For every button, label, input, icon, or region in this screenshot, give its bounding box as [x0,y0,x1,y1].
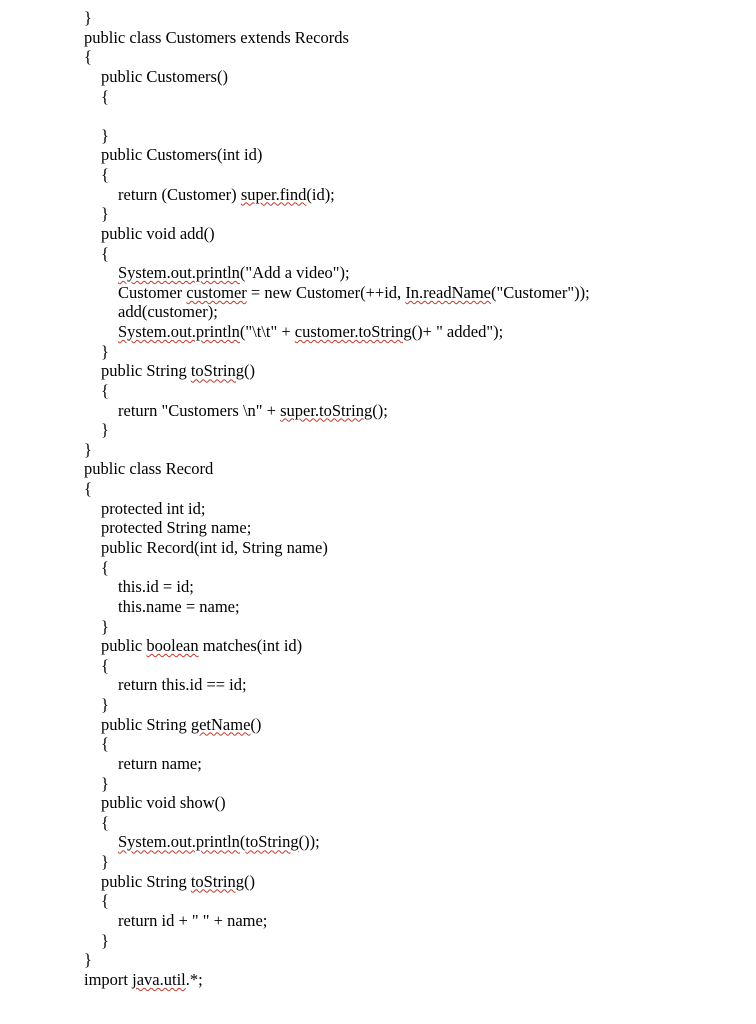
code-text: public Customers() [101,66,228,86]
code-line [118,401,388,421]
code-line [118,185,335,205]
code-line [101,617,109,637]
code-text: ("Add a video"); [239,263,350,283]
code-text: () [244,361,256,381]
spellcheck-flagged-text: boolean [146,636,199,656]
code-line [84,47,92,67]
spellcheck-flagged-text: java.util [132,969,186,989]
code-line [84,459,213,479]
code-text: public [101,636,147,656]
code-line [101,342,109,362]
code-text: return "Customers \n" + [118,400,281,420]
code-line [101,558,109,578]
code-text: } [84,8,92,27]
spellcheck-flagged-text: System.out.println [118,832,240,852]
code-text: { [101,734,109,754]
code-text: public String [101,361,191,381]
code-line [118,263,350,283]
code-text: add(customer); [118,302,218,322]
code-text: protected int id; [101,498,206,518]
code-line [118,754,202,774]
code-line [101,499,205,519]
code-text: protected String name; [101,518,252,538]
code-line [118,577,194,597]
code-text: Customer [118,282,187,302]
code-line [101,793,226,813]
spellcheck-flagged-text: toString [190,871,245,891]
code-text: { [101,243,109,263]
code-line [118,911,267,931]
code-text: public String [101,871,191,891]
code-line [101,656,109,676]
code-line [101,518,251,538]
code-text: public class Customers extends Records [84,27,349,47]
code-line [101,145,262,165]
code-line [101,734,109,754]
spellcheck-flagged-text: System.out.println [118,322,240,342]
code-line [101,165,109,185]
code-text: ("Customer")); [490,282,590,302]
spellcheck-flagged-text: getName [190,714,251,734]
code-text: import [84,969,133,989]
spellcheck-flagged-text: customer.toString [294,322,412,342]
code-text: matches(int id) [198,636,303,656]
code-text: (); [372,400,388,420]
code-line [101,931,109,951]
spellcheck-flagged-text: toString [190,361,245,381]
code-text: ()); [298,832,320,852]
code-text: } [101,204,109,224]
code-text: { [101,557,109,577]
code-line [84,950,92,970]
code-text: } [101,420,109,440]
code-line [101,361,255,381]
code-text: ( [239,832,246,852]
code-text: ()+ " added"); [411,322,504,342]
spellcheck-flagged-text: System.out.println [118,263,240,283]
code-text: } [101,695,109,715]
spellcheck-flagged-text: In.readName [405,282,491,302]
code-text: public Record(int id, String name) [101,538,328,557]
code-line [118,597,240,617]
code-text: public String [101,714,191,734]
code-line [101,420,109,440]
code-line [101,774,109,794]
code-text: } [101,125,109,145]
code-text: } [101,773,109,793]
code-text: this.name = name; [118,596,240,616]
code-text: { [101,86,109,106]
code-text: this.id = id; [118,577,194,597]
code-text: { [101,655,109,675]
code-line [118,283,590,303]
code-line [101,695,109,715]
spellcheck-flagged-text: customer [186,282,247,302]
code-text: () [244,871,256,891]
code-text: (id); [306,184,335,204]
code-line [84,8,92,28]
code-line [118,675,247,695]
code-line [101,852,109,872]
code-text: { [84,47,92,67]
code-text: = new Customer(++id, [246,282,406,302]
code-line [101,204,109,224]
code-text: public void show() [101,793,226,813]
code-text: } [84,439,92,459]
code-text: } [101,852,109,872]
code-text: public void add() [101,223,215,243]
code-text: { [101,891,109,911]
code-line [84,479,92,499]
code-line [84,28,349,48]
code-text: () [250,714,262,734]
spellcheck-flagged-text: super.find [240,184,307,204]
spellcheck-flagged-text: super.toString [280,400,373,420]
code-text: } [101,616,109,636]
code-line [84,970,203,990]
code-line [118,302,218,322]
code-line [101,538,328,558]
code-line [101,891,109,911]
code-text: return name; [118,753,202,773]
code-text: } [101,930,109,950]
code-line [101,126,109,146]
code-text: { [101,812,109,832]
code-line [118,322,503,342]
spellcheck-flagged-text: toString [245,832,299,852]
code-line [101,244,109,264]
code-line [101,67,228,87]
code-text: return id + " " + name; [118,910,268,930]
code-line [101,381,109,401]
code-text: } [101,341,109,361]
code-text: ("\t\t" + [239,322,295,342]
code-text: return (Customer) [118,184,241,204]
code-text: { [101,380,109,400]
code-line [118,832,320,852]
code-line [101,715,261,735]
code-line [101,636,302,656]
code-line [84,440,92,460]
code-line [101,87,109,107]
code-line [101,224,215,244]
code-line [101,872,255,892]
code-line [101,813,109,833]
code-text: return this.id == id; [118,675,247,695]
code-text: public class Record [84,459,214,479]
code-text: { [84,479,92,499]
code-text: public Customers(int id) [101,145,263,165]
code-text: .*; [185,969,203,989]
code-text: { [101,165,109,185]
code-text: } [84,950,92,970]
